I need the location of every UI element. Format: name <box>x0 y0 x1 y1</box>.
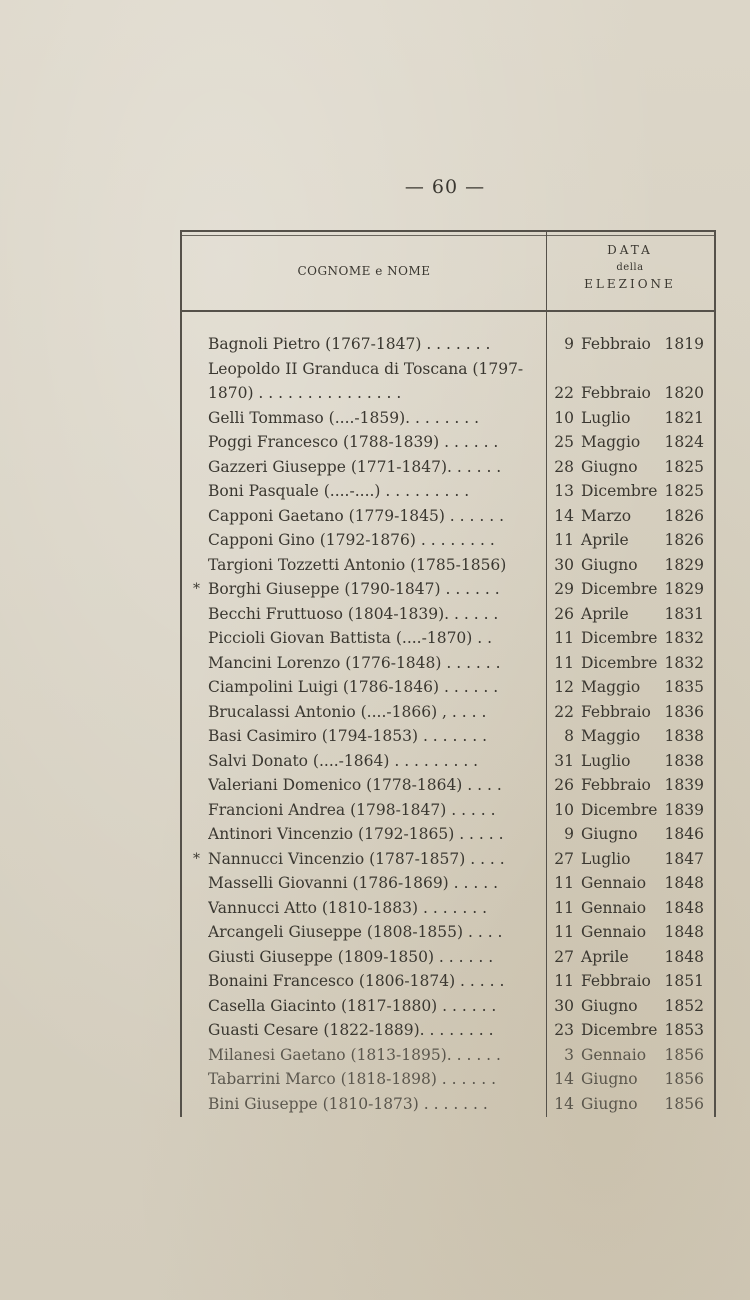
election-month: Gennaio <box>581 1045 647 1064</box>
election-day: 14 <box>554 506 574 525</box>
election-year: 1848 <box>664 923 704 941</box>
election-day: 10 <box>554 408 574 427</box>
election-year: 1836 <box>664 702 704 721</box>
election-date <box>546 1067 714 1092</box>
election-year: 1825 <box>664 482 704 500</box>
election-year: 1853 <box>664 1021 704 1039</box>
member-name-line: Brucalassi Antonio (....-1866) , . . . . <box>208 702 487 721</box>
member-name-line: Basi Casimiro (1794-1853) . . . . . . . <box>208 727 488 745</box>
member-name-line: Tabarrini Marco (1818-1898) . . . . . . <box>208 1070 496 1088</box>
member-name-line: Targioni Tozzetti Antonio (1785-1856) <box>208 555 507 574</box>
election-day: 11 <box>554 923 574 941</box>
election-month: Giugno <box>581 457 638 476</box>
member-name <box>208 896 538 921</box>
election-month: Giugno <box>581 996 638 1015</box>
election-year: 1821 <box>664 408 704 427</box>
member-name-line: Valeriani Domenico (1778-1864) . . . . <box>208 776 502 794</box>
election-month: Marzo <box>581 506 632 525</box>
page-number: — 60 — <box>404 176 486 198</box>
election-month: Febbraio <box>581 384 651 402</box>
election-date <box>546 406 714 431</box>
election-date <box>546 675 714 700</box>
election-date <box>546 969 714 994</box>
election-month: Dicembre <box>581 800 658 819</box>
member-name <box>208 1043 538 1068</box>
election-month: Dicembre <box>581 653 658 672</box>
member-name-line: Casella Giacinto (1817-1880) . . . . . . <box>208 996 497 1015</box>
election-date <box>546 822 714 847</box>
elections-table <box>180 230 716 1117</box>
member-name-line: Nannucci Vincenzio (1787-1857) . . . . <box>208 849 505 868</box>
member-name-line: Bagnoli Pietro (1767-1847) . . . . . . . <box>208 335 491 353</box>
election-year: 1839 <box>664 800 704 819</box>
member-name-line: Francioni Andrea (1798-1847) . . . . . <box>208 800 496 819</box>
asterisk-mark: * <box>193 581 200 597</box>
table-row <box>182 528 714 553</box>
election-month: Maggio <box>581 727 641 745</box>
table-row <box>182 724 714 749</box>
member-name-line: Gelli Tommaso (....-1859). . . . . . . . <box>208 408 480 427</box>
table-row <box>182 896 714 921</box>
member-name-line: Borghi Giuseppe (1790-1847) . . . . . . <box>208 580 500 598</box>
election-year: 1856 <box>664 1094 704 1113</box>
election-month: Dicembre <box>581 1021 658 1039</box>
election-year: 1851 <box>664 972 704 990</box>
election-day: 23 <box>554 1021 574 1039</box>
election-month: Aprile <box>581 947 629 966</box>
member-name <box>208 749 538 774</box>
election-month: Maggio <box>581 433 641 451</box>
election-year: 1825 <box>664 457 704 476</box>
member-name <box>208 945 538 970</box>
member-name <box>208 675 538 700</box>
election-month: Giugno <box>581 825 638 843</box>
election-year: 1835 <box>664 678 704 696</box>
election-date <box>546 455 714 480</box>
election-day: 29 <box>554 580 574 598</box>
election-date <box>546 651 714 676</box>
table-row <box>182 994 714 1019</box>
table-row <box>182 406 714 431</box>
table-row <box>182 332 714 357</box>
election-date <box>546 479 714 504</box>
member-name-line: Masselli Giovanni (1786-1869) . . . . . <box>208 874 499 892</box>
election-month: Febbraio <box>581 972 651 990</box>
member-name <box>208 1018 538 1043</box>
member-name-line: Poggi Francesco (1788-1839) . . . . . . <box>208 433 499 451</box>
table-row <box>182 651 714 676</box>
election-year: 1832 <box>664 629 704 647</box>
election-year: 1846 <box>664 825 704 843</box>
member-name-continuation: 1870) . . . . . . . . . . . . . . . <box>208 384 402 402</box>
member-name <box>208 577 538 602</box>
election-month: Dicembre <box>581 629 658 647</box>
election-month: Giugno <box>581 1070 638 1088</box>
election-date <box>546 430 714 455</box>
member-name <box>208 724 538 749</box>
election-day: 11 <box>554 653 574 672</box>
election-date <box>546 577 714 602</box>
election-day: 27 <box>554 947 574 966</box>
member-name-line: Capponi Gaetano (1779-1845) . . . . . . <box>208 506 504 525</box>
table-header <box>182 232 714 312</box>
table-row <box>182 553 714 578</box>
election-month: Gennaio <box>581 923 647 941</box>
member-name-line: Vannucci Atto (1810-1883) . . . . . . . <box>208 898 488 917</box>
member-name <box>208 602 538 627</box>
table-row <box>182 773 714 798</box>
column-header-date-line1: DATA <box>607 243 653 257</box>
election-year: 1819 <box>664 335 704 353</box>
election-month: Luglio <box>581 849 631 868</box>
column-header-date <box>546 242 714 293</box>
election-year: 1848 <box>664 874 704 892</box>
election-date <box>546 994 714 1019</box>
election-month: Dicembre <box>581 482 658 500</box>
member-name <box>208 504 538 529</box>
table-row <box>182 357 714 406</box>
member-name <box>208 455 538 480</box>
table-row <box>182 504 714 529</box>
member-name <box>208 871 538 896</box>
header-rule <box>182 235 714 236</box>
table-row <box>182 945 714 970</box>
election-day: 11 <box>554 531 574 549</box>
election-date <box>546 773 714 798</box>
election-day: 11 <box>554 874 574 892</box>
election-year: 1826 <box>664 506 704 525</box>
election-day: 10 <box>554 800 574 819</box>
election-month: Gennaio <box>581 898 647 917</box>
election-date <box>546 749 714 774</box>
election-day: 27 <box>554 849 574 868</box>
member-name <box>208 528 538 553</box>
election-month: Febbraio <box>581 702 651 721</box>
member-name <box>208 1092 538 1117</box>
member-name <box>208 626 538 651</box>
table-row <box>182 479 714 504</box>
election-month: Febbraio <box>581 335 651 353</box>
table-row <box>182 1092 714 1117</box>
election-year: 1838 <box>664 727 704 745</box>
election-year: 1831 <box>664 604 704 623</box>
election-day: 9 <box>564 825 574 843</box>
member-name <box>208 700 538 725</box>
election-year: 1838 <box>664 751 704 770</box>
member-name-line: Giusti Giuseppe (1809-1850) . . . . . . <box>208 947 494 966</box>
column-header-date-line3: ELEZIONE <box>584 277 676 291</box>
table-row <box>182 675 714 700</box>
member-name <box>208 406 538 431</box>
member-name <box>208 920 538 945</box>
table-row <box>182 455 714 480</box>
election-day: 12 <box>554 678 574 696</box>
election-date <box>546 1018 714 1043</box>
election-day: 22 <box>554 702 574 721</box>
election-date <box>546 1043 714 1068</box>
election-day: 26 <box>554 776 574 794</box>
election-year: 1839 <box>664 776 704 794</box>
election-day: 31 <box>554 751 574 770</box>
election-date <box>546 504 714 529</box>
asterisk-mark: * <box>193 850 200 867</box>
member-name-line: Becchi Fruttuoso (1804-1839). . . . . . <box>208 604 499 623</box>
election-date <box>546 945 714 970</box>
election-day: 13 <box>554 482 574 500</box>
member-name <box>208 479 538 504</box>
election-day: 22 <box>554 384 574 402</box>
table-row <box>182 700 714 725</box>
election-date <box>546 871 714 896</box>
member-name <box>208 798 538 823</box>
table-row <box>182 920 714 945</box>
table-row <box>182 1043 714 1068</box>
election-year: 1847 <box>664 849 704 868</box>
member-name-line: Capponi Gino (1792-1876) . . . . . . . . <box>208 531 495 549</box>
member-name <box>208 969 538 994</box>
election-month: Giugno <box>581 1094 638 1113</box>
election-month: Luglio <box>581 751 631 770</box>
election-year: 1824 <box>664 433 704 451</box>
member-name-line: Arcangeli Giuseppe (1808-1855) . . . . <box>208 923 503 941</box>
table-row <box>182 749 714 774</box>
election-month: Giugno <box>581 555 638 574</box>
election-date <box>546 528 714 553</box>
election-year: 1848 <box>664 898 704 917</box>
column-header-date-line2: della <box>616 262 644 273</box>
election-year: 1856 <box>664 1045 704 1064</box>
member-name <box>208 773 538 798</box>
member-name <box>208 430 538 455</box>
election-date <box>546 602 714 627</box>
table-row <box>182 1018 714 1043</box>
member-name <box>208 822 538 847</box>
member-name <box>208 651 538 676</box>
member-name-line: Ciampolini Luigi (1786-1846) . . . . . . <box>208 678 499 696</box>
table-row <box>182 871 714 896</box>
member-name-line: Salvi Donato (....-1864) . . . . . . . . . <box>208 751 479 770</box>
election-day: 30 <box>554 996 574 1015</box>
election-year: 1848 <box>664 947 704 966</box>
election-date <box>546 920 714 945</box>
election-year: 1829 <box>664 580 704 598</box>
election-day: 8 <box>564 727 574 745</box>
election-year: 1832 <box>664 653 704 672</box>
member-name-line: Leopoldo II Granduca di Toscana (1797- <box>208 359 524 378</box>
table-row <box>182 1067 714 1092</box>
election-date <box>546 626 714 651</box>
table-row <box>182 847 714 872</box>
member-name-line: Piccioli Giovan Battista (....-1870) . . <box>208 629 493 647</box>
table-row <box>182 602 714 627</box>
table-row <box>182 626 714 651</box>
member-name-line: Milanesi Gaetano (1813-1895). . . . . . <box>208 1045 501 1064</box>
table-row <box>182 822 714 847</box>
member-name <box>208 357 538 406</box>
election-date <box>546 1092 714 1117</box>
election-year: 1856 <box>664 1070 704 1088</box>
election-day: 14 <box>554 1070 574 1088</box>
election-month: Febbraio <box>581 776 651 794</box>
election-day: 3 <box>564 1045 574 1064</box>
table-body <box>182 332 714 1116</box>
table-row <box>182 577 714 602</box>
member-name <box>208 1067 538 1092</box>
election-day: 11 <box>554 972 574 990</box>
election-day: 25 <box>554 433 574 451</box>
member-name <box>208 847 538 872</box>
election-year: 1852 <box>664 996 704 1015</box>
member-name-line: Boni Pasquale (....-....) . . . . . . . . . <box>208 482 470 500</box>
election-year: 1829 <box>664 555 704 574</box>
member-name-line: Mancini Lorenzo (1776-1848) . . . . . . <box>208 653 501 672</box>
member-name-line: Guasti Cesare (1822-1889). . . . . . . . <box>208 1021 494 1039</box>
member-name <box>208 994 538 1019</box>
election-month: Aprile <box>581 531 629 549</box>
election-day: 14 <box>554 1094 574 1113</box>
table-row <box>182 430 714 455</box>
member-name-line: Bini Giuseppe (1810-1873) . . . . . . . <box>208 1094 488 1113</box>
election-date <box>546 553 714 578</box>
election-month: Gennaio <box>581 874 647 892</box>
election-date <box>546 724 714 749</box>
election-day: 9 <box>564 335 574 353</box>
election-year: 1820 <box>664 384 704 402</box>
election-day: 11 <box>554 629 574 647</box>
column-header-name: COGNOME e NOME <box>297 264 431 278</box>
table-row <box>182 798 714 823</box>
member-name <box>208 332 538 357</box>
election-month: Dicembre <box>581 580 658 598</box>
election-month: Luglio <box>581 408 631 427</box>
election-date <box>546 798 714 823</box>
election-month: Aprile <box>581 604 629 623</box>
election-day: 30 <box>554 555 574 574</box>
table-row <box>182 969 714 994</box>
election-date <box>546 332 714 357</box>
election-month: Maggio <box>581 678 641 696</box>
election-date <box>546 847 714 872</box>
election-date <box>546 896 714 921</box>
member-name-line: Bonaini Francesco (1806-1874) . . . . . <box>208 972 505 990</box>
election-date <box>546 381 714 406</box>
member-name <box>208 553 538 578</box>
election-year: 1826 <box>664 531 704 549</box>
election-day: 28 <box>554 457 574 476</box>
member-name-line: Antinori Vincenzio (1792-1865) . . . . . <box>208 825 504 843</box>
member-name-line: Gazzeri Giuseppe (1771-1847). . . . . . <box>208 457 502 476</box>
election-day: 26 <box>554 604 574 623</box>
election-day: 11 <box>554 898 574 917</box>
election-date <box>546 700 714 725</box>
